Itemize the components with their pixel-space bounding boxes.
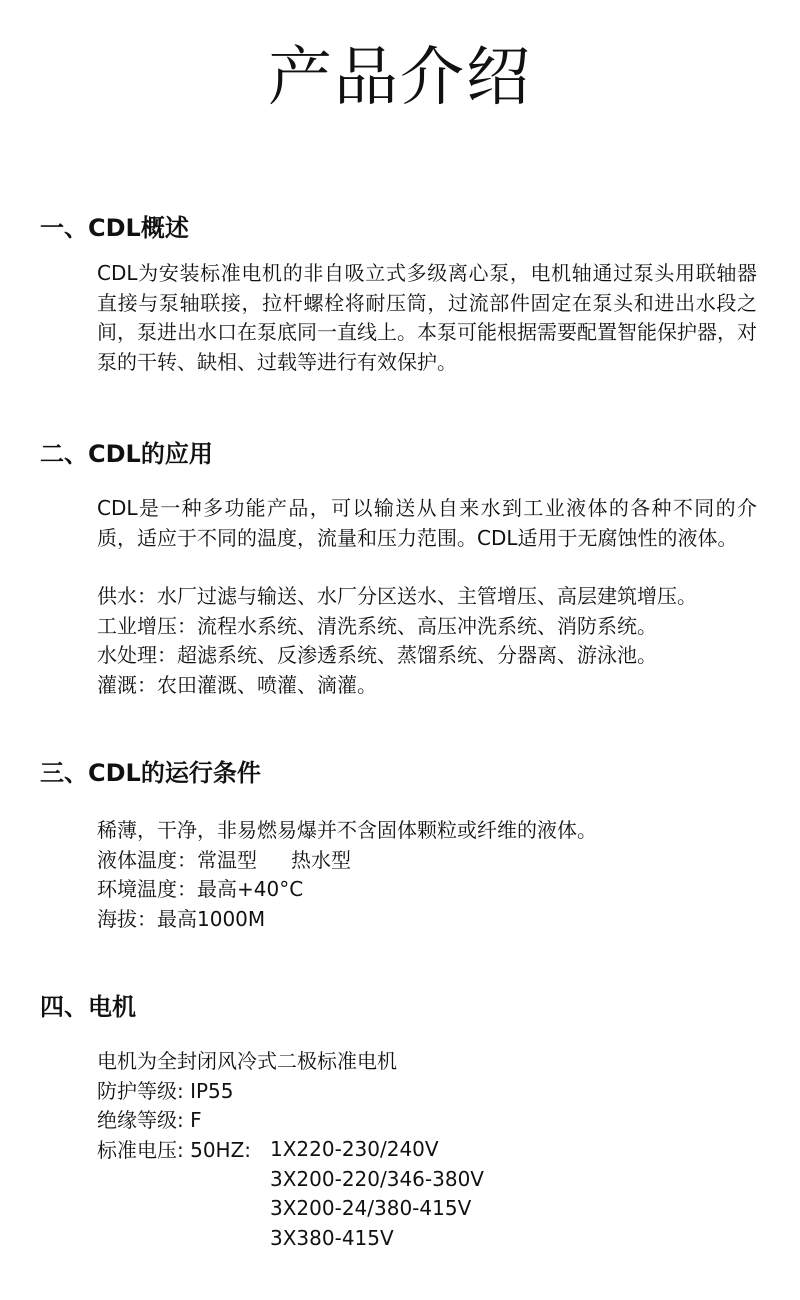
section-heading-applications: 二、CDL的应用 [40, 440, 213, 468]
condition-liquid: 稀薄，干净，非易燃易爆并不含固体颗粒或纤维的液体。 [97, 818, 597, 842]
motor-insulation-class: 绝缘等级: F [97, 1108, 202, 1132]
page-title: 产品介绍 [268, 41, 532, 115]
condition-liquid-temperature [97, 846, 597, 876]
overview-paragraph: CDL为安装标准电机的非自吸立式多级离心泵，电机轴通过泵头用联轴器直接与泵轴联接，拉杆螺栓将耐压筒，过流部件固定在泵头和进出水段之间，泵进出水口在泵底同一直线上。本泵可能根据需要配置智能保护器，对泵的干转、缺相、过载等进行有效保护。 [97, 261, 757, 374]
application-water-treatment: 水处理：超滤系统、反渗透系统、蒸馏系统、分器离、游泳池。 [97, 643, 657, 667]
applications-list [97, 582, 697, 700]
motor-voltage-label: 标准电压: 50HZ: [97, 1137, 252, 1162]
condition-ambient-temperature: 环境温度：最高+40°C [97, 877, 304, 901]
voltage-option: 3X200-24/380-415V [270, 1196, 472, 1220]
condition-altitude: 海拔：最高1000M [97, 906, 266, 931]
voltage-option: 3X200-220/346-380V [270, 1166, 484, 1191]
liquid-temperature-normal: 液体温度：常温型 [97, 847, 257, 872]
motor-type: 电机为全封闭风冷式二极标准电机 [97, 1049, 397, 1073]
liquid-temperature-hot: 热水型 [291, 847, 351, 872]
application-industrial-boost: 工业增压：流程水系统、清洗系统、高压冲洗系统、消防系统。 [97, 613, 657, 638]
motor-voltage-list [270, 1135, 484, 1253]
section-heading-operating-conditions: 三、CDL的运行条件 [40, 759, 261, 787]
section-heading-motor: 四、电机 [40, 993, 136, 1021]
section-heading-overview: 一、CDL概述 [40, 214, 189, 242]
operating-conditions-list [97, 816, 597, 934]
motor-protection-class: 防护等级: IP55 [97, 1078, 234, 1103]
voltage-option: 3X380-415V [270, 1225, 394, 1250]
application-irrigation: 灌溉：农田灌溉、喷灌、滴灌。 [97, 672, 377, 697]
application-water-supply: 供水：水厂过滤与输送、水厂分区送水、主管增压、高层建筑增压。 [97, 584, 697, 608]
voltage-option: 1X220-230/240V [270, 1137, 439, 1161]
applications-paragraph: CDL是一种多功能产品，可以输送从自来水到工业液体的各种不同的介质，适应于不同的温度，流量和压力范围。CDL适用于无腐蚀性的液体。 [97, 496, 757, 550]
